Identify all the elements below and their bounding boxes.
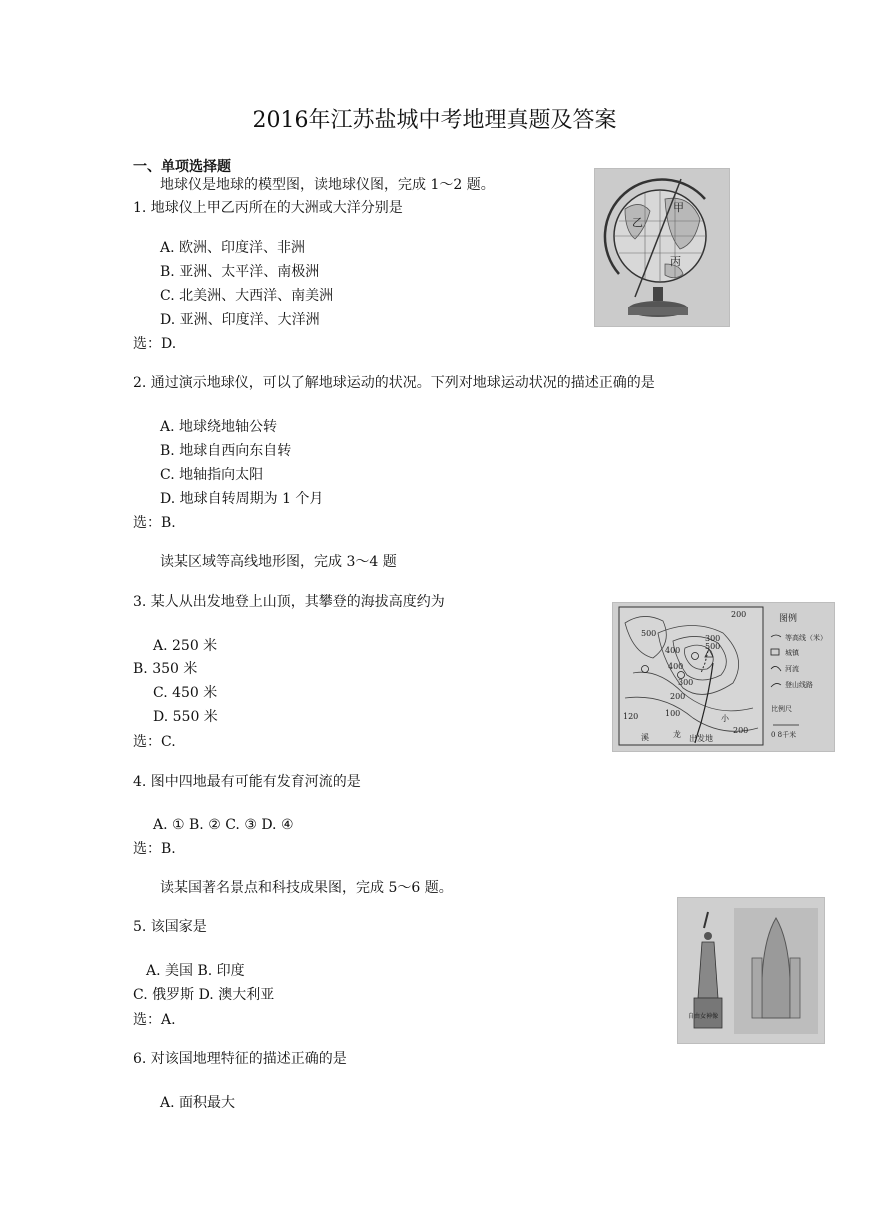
scale-value: 0 8千米 [771, 731, 797, 739]
question-4-answer: 选：B. [133, 841, 176, 857]
question-1-answer: 选：D. [133, 336, 177, 352]
landmark-figure [677, 897, 825, 1044]
globe-label-yi: 乙 [632, 216, 643, 229]
contour-label-400b: 400 [668, 662, 684, 671]
question-2-option-a: A. 地球绕地轴公转 [160, 419, 278, 435]
question-2-option-c: C. 地轴指向太阳 [160, 467, 264, 483]
globe-label-jia: 甲 [673, 201, 684, 214]
question-1-option-a: A. 欧洲、印度洋、非洲 [160, 240, 306, 256]
question-3-answer: 选：C. [133, 734, 176, 750]
question-6-option-a: A. 面积最大 [160, 1095, 236, 1111]
contour-label-100: 100 [665, 709, 681, 718]
place-xiao: 小 [721, 714, 729, 723]
place-start: 出发地 [689, 734, 713, 743]
question-2-answer: 选：B. [133, 515, 176, 531]
contour-label-400a: 400 [665, 646, 681, 655]
question-5-options-cd: C. 俄罗斯 D. 澳大利亚 [133, 987, 275, 1003]
contour-label-500b: 500 [705, 642, 721, 651]
question-4-options: A. ① B. ② C. ③ D. ④ [153, 817, 294, 833]
section-heading: 一、单项选择题 [133, 159, 231, 175]
question-3-option-a: A. 250 米 [153, 638, 218, 654]
place-long: 龙 [673, 730, 681, 739]
question-3-option-b: B. 350 米 [133, 661, 198, 677]
question-1-option-c: C. 北美洲、大西洋、南美洲 [160, 288, 334, 304]
contour-label-120: 120 [623, 712, 639, 721]
place-xi: 溪 [641, 733, 649, 742]
contour-label-200b: 200 [733, 726, 749, 735]
globe-figure [594, 168, 730, 327]
question-5-stem: 5. 该国家是 [133, 919, 207, 935]
legend-title: 图例 [779, 614, 798, 624]
landmark-drawing [678, 898, 824, 1043]
question-5-answer: 选：A. [133, 1012, 176, 1028]
legend-river: 河流 [785, 665, 799, 673]
intro-globe: 地球仪是地球的模型图，读地球仪图，完成 1～2 题。 [160, 177, 495, 193]
legend-route: 登山线路 [785, 681, 813, 689]
scale-label: 比例尺 [771, 705, 792, 713]
intro-contour-map: 读某区域等高线地形图，完成 3～4 题 [160, 554, 397, 570]
question-1-stem: 1. 地球仪上甲乙丙所在的大洲或大洋分别是 [133, 200, 403, 216]
contour-label-300a: 300 [705, 634, 721, 643]
legend-town: 城镇 [785, 649, 799, 657]
contour-label-200c: 200 [670, 692, 686, 701]
legend-contour: 等高线（米） [785, 634, 827, 642]
globe-label-bing: 丙 [670, 255, 681, 268]
question-3-stem: 3. 某人从出发地登上山顶，其攀登的海拔高度约为 [133, 594, 445, 610]
question-2-stem: 2. 通过演示地球仪，可以了解地球运动的状况。下列对地球运动状况的描述正确的是 [133, 375, 655, 391]
statue-caption: 自由女神像 [688, 1013, 719, 1020]
contour-label-500a: 500 [641, 629, 657, 638]
question-1-option-b: B. 亚洲、太平洋、南极洲 [160, 264, 320, 280]
page-title: 2016年江苏盐城中考地理真题及答案 [252, 108, 617, 133]
question-2-option-b: B. 地球自西向东自转 [160, 443, 292, 459]
question-4-stem: 4. 图中四地最有可能有发育河流的是 [133, 774, 361, 790]
globe-drawing [595, 169, 729, 326]
contour-label-300b: 300 [678, 678, 694, 687]
question-5-options-ab: A. 美国 B. 印度 [146, 963, 245, 979]
question-1-option-d: D. 亚洲、印度洋、大洋洲 [160, 312, 320, 328]
question-3-option-c: C. 450 米 [153, 685, 218, 701]
question-3-option-d: D. 550 米 [153, 709, 218, 725]
contour-map-figure [612, 602, 835, 752]
contour-label-200a: 200 [731, 610, 747, 619]
contour-map-drawing [613, 603, 834, 751]
intro-landmark: 读某国著名景点和科技成果图，完成 5～6 题。 [160, 880, 453, 896]
question-2-option-d: D. 地球自转周期为 1 个月 [160, 491, 324, 507]
question-6-stem: 6. 对该国地理特征的描述正确的是 [133, 1051, 347, 1067]
